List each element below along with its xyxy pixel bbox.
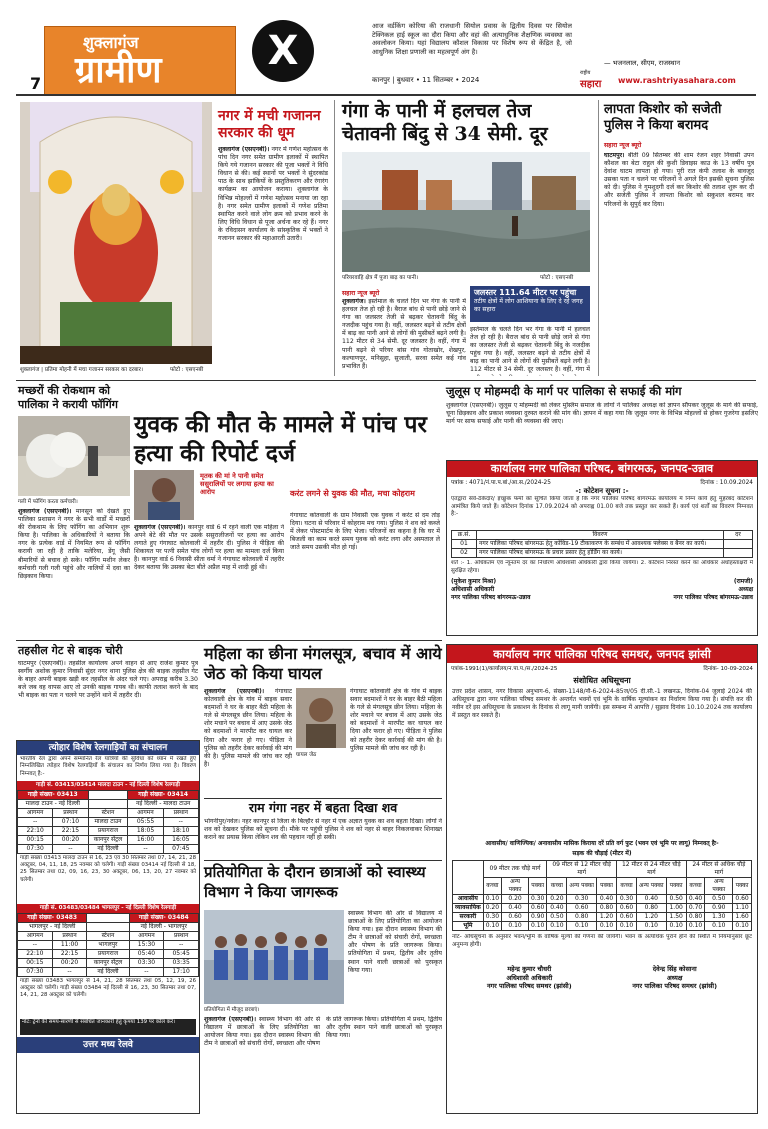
tender2-rate-cell: 0.10 bbox=[705, 922, 733, 931]
mosquito-body bbox=[18, 508, 130, 638]
tender2-sub-cell: कच्चा bbox=[547, 878, 567, 895]
tender2-box bbox=[446, 644, 758, 1114]
x-logo[interactable] bbox=[252, 20, 314, 82]
tender2-body: उत्तर प्रदेश शासन, नगर विकास अनुभाग-6, संख्या-1148/नौ-6-2024-85ज/05 दी.सी.-1 लखनऊ, दिनांक-04 जुलाई 2024 की अधिसूचना द्वारा नगर पालिका परिषद समथर के अन्तर्गत भवनों एवं भूमि के वार्षिक मूल्यांकन का निर्धारण किया गया है। संपत्ति कर की नवीन दरें इस अधिसूचना के प्रकाशन के दिनांक से लागू मानी जायेंगी। इस सम्बन्ध में आपत्ति / सुझाव दिनांक 10.10.2024 तक कार्यालय में प्रस्तुत कर सकते हैं। bbox=[452, 688, 752, 719]
contest-photo-art bbox=[204, 910, 344, 1004]
ganga-body bbox=[342, 298, 466, 376]
tender1-sig-left-name: (मुकेश कुमार मिश्रा) bbox=[451, 578, 497, 585]
ganga-box-title: जलस्तर 111.64 मीटर पर पहुंचा bbox=[474, 288, 577, 297]
trains-t1-c: मालदा टाउन - नई दिल्ली bbox=[18, 800, 89, 809]
murder-subhead: करंट लगने से युवक की मौत, मचा कोहराम bbox=[290, 488, 415, 498]
masthead-quote: आज वर्डकिंग कोरिया की राजधानी सियोल प्रवास के द्वितीय दिवस पर सियोल टेक्निकल हाई स्कूल का दौरा किया और वहां की अत्याधुनिक शैक्षणिक व्यवस्था का अवलोकन किया। यहां विद्यालय कौशल विकास पर विशेष रूप से केंद्रित है, जो आधुनिक शिक्षा प्रणाली का महत्वपूर्ण अंग है। bbox=[372, 22, 572, 56]
tender2-row-label: व्यावसायिक bbox=[453, 904, 484, 913]
trains-t2-cell: नई दिल्ली bbox=[87, 968, 129, 977]
tender2-rate-cell: 0.90 bbox=[529, 913, 547, 922]
website[interactable]: www.rashtriyasahara.com bbox=[618, 76, 736, 85]
trains-t2-row bbox=[18, 959, 199, 968]
tender1-col-work: विवरण bbox=[477, 531, 724, 540]
tender2-sub-cell: अन्य पक्का bbox=[705, 878, 733, 895]
tender2-sub-cell: अन्य पक्का bbox=[637, 878, 667, 895]
tender1-box bbox=[446, 460, 758, 636]
tender2-rate-cell: 0.50 bbox=[547, 913, 567, 922]
tender1-sig-left-role: अधिशासी अधिकारी bbox=[451, 586, 495, 593]
tender1-col-qty: दर bbox=[724, 531, 753, 540]
tender1-row2-qty bbox=[724, 549, 753, 558]
tender1-sig-right-org: नगर पालिका परिषद बांगरमऊ-उन्नाव bbox=[673, 594, 753, 601]
trains-t2-arr2: आगमन bbox=[129, 932, 164, 941]
tender1-row1: नगर पालिका परिषद बांगरमऊ हेतु कोविड-19 टीकाकरण के सम्बंध में आवश्यक फ्लेक्स व बैनर का कार्य। bbox=[477, 540, 724, 549]
tender2-rate-cell: 0.10 bbox=[637, 922, 667, 931]
tender2-rate-cell: 0.10 bbox=[547, 922, 567, 931]
ganesh-body bbox=[218, 146, 328, 370]
tender2-sub-cell: पक्का bbox=[733, 878, 752, 895]
masthead-dateline: कानपुर | बुधवार • 11 सितम्बर • 2024 bbox=[372, 76, 480, 84]
tender2-table-caption2: सड़क की चौड़ाई (मीटर में) bbox=[572, 850, 632, 857]
paper-logo bbox=[578, 70, 614, 90]
ram-body: भोगनीपुर/नर्वल। नहर कानपुर से जिला के बिल्हौर से नहर में एक अज्ञात युवक का शव बहता दिखा। लोगों ने शव को देखकर पुलिस को सूचना दी। मौके पर पहुंची पुलिस ने शव को नहर से बाहर निकलवाकर शिनाख्त कराने का प्रयास किया लेकिन शव की पहचान नहीं हो सकी। bbox=[204, 818, 442, 842]
ganga-caption: परियरवाहि क्षेत्र में पूजा बाढ़ का पानी। bbox=[342, 275, 419, 281]
trains-t2-cell: -- bbox=[18, 941, 53, 950]
trains-t2-cell: 00:20 bbox=[52, 959, 87, 968]
trains-t1-cell: 00:15 bbox=[18, 836, 53, 845]
trains-t1-dep: प्रस्थान bbox=[53, 809, 88, 818]
tender2-rate-cell: 1.20 bbox=[637, 913, 667, 922]
ganga-photo-art bbox=[342, 152, 590, 272]
trains-t1-row bbox=[18, 827, 199, 836]
trains-t2-arr: आगमन bbox=[18, 932, 53, 941]
tender2-rate-cell: 0.70 bbox=[686, 904, 705, 913]
ganesh-credit: फोटो : एसएनबी bbox=[170, 367, 204, 373]
ganesh-dateline: शुक्लागंज (एसएनबी)। bbox=[218, 146, 270, 153]
trains-t2-cell: कानपुर सेंट्रल bbox=[87, 959, 129, 968]
trains-t1-b: गाड़ी संख्या- 03414 bbox=[128, 791, 199, 800]
missing-body bbox=[604, 152, 754, 376]
tender1-date: दिनांक : 10.09.2024 bbox=[700, 480, 753, 486]
trains-t2-b: गाड़ी संख्या- 03484 bbox=[129, 914, 198, 923]
tender2-sub-cell: कच्चा bbox=[617, 878, 637, 895]
trains-t1-rows bbox=[18, 818, 199, 854]
trains-t1-title: गाड़ी सं. 03413/03414 मालदा टाउन - नई दिल्ली विशेष रेलगाड़ी bbox=[17, 781, 199, 790]
tehsil-headline: तहसील गेट से बाइक चोरी bbox=[18, 644, 123, 657]
band-rule-1 bbox=[16, 380, 756, 381]
tender1-notice-body: एतद्वारा सर्व-ठेकेदार/ इच्छुक फर्मों को सूचित किया जाता है कि नगर पालिका परिषद बांगरमऊ कार्यालय में निम्न कार्य हेतु मुहरबंद कोटेशन आमंत्रित किये जाते हैं। कोटेशन दिनांक 17.09.2024 को अपराह्न 01.00 बजे तक प्रस्तुत कर सकते हैं। कार्य एवं शर्तों का विवरण निम्नवत है:- bbox=[451, 496, 753, 518]
paper-name: सहारा bbox=[580, 79, 602, 90]
chain-headline: महिला का छीना मंगलसूत्र, बचाव में आये जेठ को किया घायल bbox=[204, 644, 442, 683]
band-rule-4 bbox=[204, 860, 442, 861]
trains-t1-a: गाड़ी संख्या- 03413 bbox=[18, 791, 89, 800]
trains-t1-cell: -- bbox=[18, 818, 53, 827]
tender1-table bbox=[451, 530, 753, 558]
tender2-rate-cell: 0.90 bbox=[705, 904, 733, 913]
trains-t2-row bbox=[18, 950, 199, 959]
trains-t1-cell: प्रयागराज bbox=[88, 827, 128, 836]
juloos-headline: जुलूस ए मोहम्मदी के मार्ग पर पालिका से सफाई की मांग bbox=[446, 384, 682, 398]
mosquito-headline: मच्छरों की रोकथाम को पालिका ने करायी फॉगिंग bbox=[18, 384, 118, 411]
masthead-title-small: शुक्लागंज bbox=[83, 33, 139, 52]
tender2-patrank: पत्रांक-1991(1)/कार्यालय/न.पा.प./स./2024-25 bbox=[451, 666, 558, 672]
trains-t1-row bbox=[18, 836, 199, 845]
tender1-title: कार्यालय नगर पालिका परिषद, बांगरमऊ, जनपद-उन्नाव bbox=[447, 461, 757, 477]
trains-t1-cell: -- bbox=[128, 845, 163, 854]
tender2-sig-left-name: महेन्द्र कुमार चौधरी bbox=[507, 965, 552, 973]
trains-t2-c: भागलपुर - नई दिल्ली bbox=[18, 923, 87, 932]
tender2-sub-cell: पक्का bbox=[529, 878, 547, 895]
trains-t2-d: नई दिल्ली - भागलपुर bbox=[129, 923, 198, 932]
tender2-rate-cell: 1.30 bbox=[705, 913, 733, 922]
tender2-row bbox=[453, 913, 752, 922]
chain-body-2: गंगाघाट कोतवाली क्षेत्र के गांव में बाइक सवार बदमाशों ने घर के बाहर बैठी महिला के गले से मंगलसूत्र छीन लिया। महिला के शोर मचाने पर बचाव में आए उसके जेठ को बदमाशों ने मारपीट कर घायल कर दिया और फरार हो गए। पीड़िता ने पुलिस को तहरीर देकर कार्रवाई की मांग की है। पुलिस मामले की जांच कर रही है। bbox=[350, 688, 442, 752]
tender2-sub-cell: अन्य पक्का bbox=[567, 878, 597, 895]
trains-t1-d: नई दिल्ली - मालदा टाउन bbox=[128, 800, 199, 809]
tender2-rate-cell: 0.80 bbox=[597, 904, 617, 913]
tender2-rate-cell: 0.60 bbox=[502, 913, 529, 922]
tender2-group-cell: 09 मीटर से 12 मीटर चौड़े मार्ग bbox=[547, 861, 617, 878]
tender1-row1-qty bbox=[724, 540, 753, 549]
ganesh-photo-art bbox=[20, 102, 212, 364]
ganesh-headline: नगर में मची गजानन सरकार की धूम bbox=[218, 108, 321, 141]
murder-body-text: कानपुर वार्ड 6 में रहने वाली एक महिला ने अपने बेटे की मौत पर उसके ससुरालीजनों पर हत्या का आरोप लगाते हुए गंगाघाट कोतवाली में तहरीर दी। पुलिस ने पीड़िता की शिकायत पर पत्नी समेत पांच लोगों पर हत्या का मामला दर्ज किया है। कानपुर वार्ड 6 निवासी सीता वर्मा ने गंगाघाट कोतवाली में तहरीर देकर बताया कि उसका बेटा बीते अप्रैल माह में शादी हुई थी। bbox=[134, 524, 284, 572]
ganesh-caption: शुक्लागंज | प्रतिमा मोहनी में मचा गजानन सरकार का दरबार। bbox=[20, 367, 144, 373]
chain-photo-caption: घायल जेठ bbox=[296, 752, 317, 758]
trains-t1-row bbox=[18, 818, 199, 827]
ganga-headline: गंगा के पानी में हलचल तेज चेतावनी बिंदु से 34 सेमी. दूर bbox=[342, 100, 548, 145]
tender2-rate-cell: 0.10 bbox=[617, 922, 637, 931]
trains-t1-cell: 16:00 bbox=[128, 836, 163, 845]
tender2-rate-cell: 0.10 bbox=[686, 922, 705, 931]
tender2-group-header bbox=[453, 861, 752, 878]
ganga-bureau: सहारा न्यूज ब्यूरो bbox=[342, 290, 380, 297]
contest-dateline: शुक्लागंज (एसएनबी)। bbox=[204, 1016, 257, 1023]
paper-prefix: राष्ट्रीय bbox=[580, 70, 591, 76]
trains-t2-row bbox=[18, 941, 199, 950]
chain-body bbox=[204, 688, 292, 794]
tender2-table-caption: आवासीय/ वाणिज्यिक/ अनावासीय मासिक किराया दरें प्रति वर्ग फुट (भवन एवं भूमि पर लागू) निम्नवत् हैः- bbox=[485, 840, 719, 847]
tender2-rate-cell: 0.10 bbox=[502, 922, 529, 931]
trains-t2-rows bbox=[18, 941, 199, 977]
murder-dateline: शुक्लागंज (एसएनबी)। bbox=[134, 524, 186, 531]
tender2-sig-left-org: नगर पालिका परिषद समथर (झांसी) bbox=[487, 982, 572, 990]
tender2-rate-cell: 0.10 bbox=[483, 895, 501, 904]
murder-photo-caption: मृतक की मां ने पानी समेत ससुरालियों पर लगाया हत्या का आरोप bbox=[200, 472, 274, 496]
trains-t2-cell: 00:15 bbox=[18, 959, 53, 968]
trains-t1-cell: 18:10 bbox=[163, 827, 198, 836]
tender2-rate-cell: 0.80 bbox=[686, 913, 705, 922]
tender1-sig-right-name: (रामजी) bbox=[733, 578, 753, 585]
ganga-credit: फोटो : एसएनबी bbox=[540, 275, 574, 281]
tender2-row bbox=[453, 904, 752, 913]
mosquito-caption: गली में फॉगिंग करता कर्मचारी। bbox=[18, 499, 78, 505]
trains-note2: नोट: ट्रेनों की समय-सारणी से संबंधित जानकारी हेतु कृपया 139 पर कॉल करें। bbox=[20, 1019, 196, 1035]
masthead-logo-block bbox=[44, 26, 236, 96]
trains-t2-cell: 03:30 bbox=[129, 959, 164, 968]
tender2-group-cell: 09 मीटर तक चौड़े मार्ग bbox=[483, 861, 547, 878]
murder-sub-body: गंगाघाट कोतवाली के ग्राम निवासी एक युवक ने करंट से दम तोड़ दिया। घटना से परिवार में कोहराम मच गया। पुलिस ने शव को कब्जे में लेकर पोस्टमार्टम के लिए भेजा। परिजनों का कहना है कि घर में बिजली का काम करते समय युवक को करंट लगा और अस्पताल ले जाते समय उसकी मौत हो गई। bbox=[290, 512, 440, 552]
trains-t1-cell: 07:45 bbox=[163, 845, 198, 854]
contest-body-text: स्वास्थ्य विभाग की ओर से विद्यालय में छात्राओं के लिए प्रतियोगिता का आयोजन किया गया। इस दौरान स्वास्थ्य विभाग की टीम ने छात्राओं को संचारी रोगों, स्वच्छता और पोषण के प्रति जागरूक किया। प्रतियोगिता में प्रथम, द्वितीय और तृतीय स्थान पाने वाली छात्राओं को पुरस्कृत किया गया। bbox=[204, 1016, 442, 1048]
missing-dateline: घाटमपुर। bbox=[604, 152, 625, 159]
trains-t2-station: स्टेशन bbox=[87, 932, 129, 941]
tender2-rate-cell: 0.20 bbox=[502, 895, 529, 904]
ganga-box-sub: तटीय क्षेत्रों में लोग आशियाना के लिए दे रहे जगह का सहारा bbox=[474, 298, 583, 313]
trains-t2-cell: 11:00 bbox=[52, 941, 87, 950]
chain-photo-art bbox=[296, 688, 346, 748]
chain-dateline: शुक्लागंज (एसएनबी)। bbox=[204, 688, 265, 695]
trains-t1-cell: 00:20 bbox=[53, 836, 88, 845]
trains-t1-cell: 18:05 bbox=[128, 827, 163, 836]
tender1-row2: नगर पालिका परिषद बांगरमऊ के प्रचार प्रसार हेतु होर्डिंग का कार्य। bbox=[477, 549, 724, 558]
tender2-rate-cell: 1.60 bbox=[733, 913, 752, 922]
tender2-rate-cell: 0.40 bbox=[547, 904, 567, 913]
tender1-notice-head: -: कोटेशन सूचना :- bbox=[575, 487, 629, 495]
mosquito-dateline: शुक्लागंज (एसएनबी)। bbox=[18, 508, 72, 515]
tender2-row-label: आवासीय bbox=[453, 895, 484, 904]
trains-t1-row bbox=[18, 845, 199, 854]
trains-t2-cell: 07:30 bbox=[18, 968, 53, 977]
trains-intro: भारतीय रेल द्वारा अपने सम्मानित रेल यात्रियों की सुविधा को ध्यान में रखते हुए निम्नलिखित त्योहार विशेष रेलगाड़ियों के संचालन का निर्णय लिया गया है। विवरण निम्नवत् है:- bbox=[20, 756, 196, 777]
missing-body-text: बीती 09 सितम्बर की शाम रंजन शहर निवासी उपन कौशल का बेटा राहुल की कुशी डिवाइस काउ के 13 वर्षीय पुत्र देवांश घाटम लापता हो गया। पूरी रात कंपी तलाश के बावजूद उसका पता न चलने पर परिजनों ने अगले दिन इसकी सूचना पुलिस को दी। पुलिस ने गुमशुदगी दर्ज कर किशोर की तलाश शुरू कर दी और सजेती पुलिस ने लापता किशोर को सकुशल बरामद कर परिजनों के सुपुर्द कर दिया। bbox=[604, 152, 754, 208]
trains-t1-cell: 07:10 bbox=[53, 818, 88, 827]
tender2-rate-cell: 0.10 bbox=[666, 922, 686, 931]
tender2-date: दिनांक- 10-09-2024 bbox=[703, 666, 753, 672]
tender2-note: नोट- अधिसूचना के अनुसार भवन/भूमि के वार्षिक मूल्यों की गणना की जायेगी। भवन के अत्यधिक पुराने होने की स्थिति में नियमानुसार छूट अनुमन्य होगी। bbox=[452, 934, 752, 948]
tender2-rate-cell: 0.40 bbox=[637, 895, 667, 904]
tender2-rate-cell: 0.50 bbox=[666, 895, 686, 904]
tender2-table bbox=[452, 860, 752, 931]
tender2-sig-right-org: नगर पालिका परिषद समथर (झांसी) bbox=[632, 982, 717, 990]
tender2-rate-cell: 0.10 bbox=[597, 922, 617, 931]
trains-t1-table bbox=[17, 790, 199, 854]
tender2-rate-cell: 1.10 bbox=[733, 904, 752, 913]
trains-t2-dep: प्रस्थान bbox=[52, 932, 87, 941]
trains-t1-arr2: आगमन bbox=[128, 809, 163, 818]
trains-t2-row bbox=[18, 968, 199, 977]
mosquito-body-text: मानसून को देखते हुए पालिका प्रशासन ने नगर के सभी वार्डों में मच्छरों की रोकथाम के लिए फॉगिंग का अभियान शुरू किया है। पालिका के अधिकारियों ने बताया कि नगर के प्रत्येक वार्ड में नियमित रूप से फॉगिंग करायी जा रही है ताकि मलेरिया, डेंगू जैसी बीमारियों से बचाव हो सके। फॉगिंग मशीन लेकर कर्मचारी गली गली पहुंचे और नालियों में दवा का छिड़काव किया। bbox=[18, 508, 130, 580]
contest-body bbox=[204, 1016, 442, 1114]
tender1-patrank: पत्रांक : 4071/नं.पा.प.बां./आ.स./2024-25 bbox=[451, 480, 551, 486]
tender2-rate-cell: 0.20 bbox=[547, 895, 567, 904]
col-divider-2 bbox=[598, 100, 599, 376]
trains-t1-station: स्टेशन bbox=[88, 809, 128, 818]
tender2-sub-cell: अन्य पक्का bbox=[502, 878, 529, 895]
trains-t1-cell: 22:15 bbox=[53, 827, 88, 836]
trains-t1-cell: 05:55 bbox=[128, 818, 163, 827]
tender2-rate-cell: 0.30 bbox=[617, 895, 637, 904]
trains-t2-cell: -- bbox=[52, 968, 87, 977]
col-divider-1 bbox=[334, 100, 335, 376]
trains-t1-cell: -- bbox=[163, 818, 198, 827]
murder-body bbox=[134, 524, 284, 638]
trains-t2-cell: -- bbox=[164, 941, 199, 950]
masthead-quote-author: — भजनलाल, सीएम, राजस्थान bbox=[604, 59, 680, 67]
tender2-rate-cell: 1.00 bbox=[666, 904, 686, 913]
tender2-rate-cell: 0.30 bbox=[567, 895, 597, 904]
trains-t2-cell: 05:45 bbox=[164, 950, 199, 959]
trains-t2-cell: प्रयागराज bbox=[87, 950, 129, 959]
murder-photo-art bbox=[134, 470, 194, 520]
tender2-rate-cell: 0.80 bbox=[637, 904, 667, 913]
tender2-rows bbox=[453, 895, 752, 931]
missing-bureau: सहारा न्यूज ब्यूरो bbox=[604, 142, 642, 149]
juloos-body: शुक्लागंज (एसएनबी)। जुलूस ए मोहम्मदी को लेकर मुस्लिम समाज के लोगों ने पालिका अध्यक्ष को ज्ञापन सौंपकर जुलूस के मार्ग की सफाई, चूना छिड़काव और प्रकाश व्यवस्था दुरुस्त कराने की मांग की। ज्ञापन में कहा गया कि जुलूस नगर के विभिन्न मोहल्लों से होकर गुजरेगा इसलिए मार्ग पर साफ सफाई और पानी की व्यवस्था की जाए। bbox=[446, 402, 758, 426]
trains-t2-cell: 22:10 bbox=[18, 950, 53, 959]
trains-t2-cell: 22:15 bbox=[52, 950, 87, 959]
tender2-sig-right-name: देवेन्द्र सिंह कोसाना bbox=[652, 965, 697, 973]
trains-t1-dep2: प्रस्थान bbox=[163, 809, 198, 818]
trains-t1-cell: 16:05 bbox=[163, 836, 198, 845]
trains-t2-cell: 15:30 bbox=[129, 941, 164, 950]
tender2-group-cell: 12 मीटर से 24 मीटर चौड़े मार्ग bbox=[617, 861, 687, 878]
band-rule-3 bbox=[204, 798, 442, 799]
page-number: 7 bbox=[30, 74, 42, 93]
tender1-sig-right-role: अध्यक्ष bbox=[738, 586, 753, 593]
tender2-rate-cell: 0.30 bbox=[529, 895, 547, 904]
contest-headline: प्रतियोगिता के दौरान छात्राओं को स्वास्थ्य विभाग ने किया जागरूक bbox=[204, 863, 426, 901]
chain-body-text: गंगाघाट कोतवाली क्षेत्र के गांव में बाइक सवार बदमाशों ने घर के बाहर बैठी महिला के गले से मंगलसूत्र छीन लिया। महिला के शोर मचाने पर बचाव में आए उसके जेठ को बदमाशों ने मारपीट कर घायल कर दिया और फरार हो गए। पीड़िता ने पुलिस को तहरीर देकर कार्रवाई की मांग की है। पुलिस मामले की जांच कर रही है। bbox=[204, 688, 292, 768]
trains-t1-cell: नई दिल्ली bbox=[88, 845, 128, 854]
ganesh-photo bbox=[20, 102, 212, 364]
trains-t1-cell: मालदा टाउन bbox=[88, 818, 128, 827]
tender2-row bbox=[453, 895, 752, 904]
tender2-rate-cell: 0.40 bbox=[597, 895, 617, 904]
tender2-rate-cell: 0.60 bbox=[617, 913, 637, 922]
trains-t2-title: गाड़ी सं. 03483/03484 भागलपुर - नई दिल्ली विशेष रेलगाड़ी bbox=[17, 904, 199, 913]
tender2-rate-cell: 0.60 bbox=[733, 895, 752, 904]
x-logo-icon: X bbox=[267, 28, 299, 74]
contest-caption: प्रतियोगिता में मौजूद छात्राएं। bbox=[204, 1007, 260, 1013]
trains-box bbox=[16, 740, 200, 1114]
contest-photo bbox=[204, 910, 344, 1004]
tender2-notice-head: संशोधित अधिसूचना bbox=[573, 676, 631, 685]
tender2-rate-cell: 0.10 bbox=[567, 922, 597, 931]
tender2-sig-right-role: अध्यक्ष bbox=[666, 973, 683, 982]
murder-photo bbox=[134, 470, 194, 520]
tender2-row-label: भूमि bbox=[453, 922, 484, 931]
ram-headline: राम गंगा नहर में बहता दिखा शव bbox=[248, 800, 398, 815]
tender1-row1-sn: 01 bbox=[452, 540, 477, 549]
trains-t2-cell: -- bbox=[129, 968, 164, 977]
trains-t1-cell: कानपुर सेंट्रल bbox=[88, 836, 128, 845]
chain-photo bbox=[296, 688, 346, 748]
tender1-terms: शर्तें :- 1. अधिकतम एवं न्यूनतम दर का निर्धारण अधिशासी अधिकारी द्वारा किया जायेगा। 2. कोटेशन निरस्त करने का अधिकार अधोहस्ताक्षरी में सुरक्षित रहेगा। bbox=[451, 560, 753, 574]
tender2-sub-cell: कच्चा bbox=[483, 878, 501, 895]
ganga-body-2: इस्तेमाल के चलते दिन भर गंगा के पानी में हलचल तेज हो रही है। बैराज बांध से पानी छोड़े जाने से गंगा का जलस्तर तेजी से बढ़कर चेतावनी बिंदु के नजदीक पहुंच गया है। वहीं, जलस्तर बढ़ने से तटीय क्षेत्रों में बाढ़ का पानी आने से लोगों की मुसीबतें बढ़ने लगी है। 112 मीटर से 34 सेमी. दूर जलस्तर है। वहीं, गंगा में bbox=[470, 326, 590, 374]
masthead-title-big: ग्रामीण bbox=[75, 50, 162, 91]
ganga-body-text: इस्तेमाल के चलते दिन भर गंगा के पानी में हलचल तेज हो रही है। बैराज बांध से पानी छोड़े जाने से गंगा का जलस्तर तेजी से बढ़कर चेतावनी बिंदु के नजदीक पहुंच गया है। वहीं, जलस्तर बढ़ने से तटीय क्षेत्रों में बाढ़ का पानी आने से लोगों की मुसीबतें बढ़ने लगी है। 112 मीटर से 34 सेमी. दूर जलस्तर है। वहीं, गंगा में पानी बढ़ने से परियर बांस गांव गोताखोर, शेखपुर, कल्याणपुर, मनिसुहा, सुजाती, सरवा समेत कई गांव प्रभावित हैं। bbox=[342, 298, 466, 370]
tender2-rate-cell: 0.60 bbox=[617, 904, 637, 913]
tender2-rate-cell: 1.50 bbox=[666, 913, 686, 922]
trains-t2-a: गाड़ी संख्या- 03483 bbox=[18, 914, 87, 923]
trains-t2-cell: भागलपुर bbox=[87, 941, 129, 950]
tender2-rate-cell: 0.40 bbox=[502, 904, 529, 913]
trains-t1-cell: 22:10 bbox=[18, 827, 53, 836]
tender1-col-sn: क्र.सं. bbox=[452, 531, 477, 540]
tender2-rate-cell: 0.60 bbox=[567, 904, 597, 913]
tender2-rate-cell: 0.10 bbox=[733, 922, 752, 931]
trains-t2-dep2: प्रस्थान bbox=[164, 932, 199, 941]
tender2-sub-cell: कच्चा bbox=[686, 878, 705, 895]
tender2-rate-cell: 1.20 bbox=[597, 913, 617, 922]
trains-t2-cell: 17:10 bbox=[164, 968, 199, 977]
masthead-rule bbox=[16, 94, 756, 96]
tender2-rate-cell: 0.60 bbox=[529, 904, 547, 913]
trains-t1-cell: 07:30 bbox=[18, 845, 53, 854]
tender2-rate-cell: 0.10 bbox=[483, 922, 501, 931]
mosquito-photo-art bbox=[18, 416, 130, 496]
tender2-sub-cell: पक्का bbox=[666, 878, 686, 895]
trains-t1-cell: -- bbox=[53, 845, 88, 854]
ganga-box bbox=[470, 286, 590, 322]
tender2-rate-cell: 0.30 bbox=[483, 913, 501, 922]
contest-side: स्वास्थ्य विभाग की ओर से विद्यालय में छात्राओं के लिए प्रतियोगिता का आयोजन किया गया। इस दौरान स्वास्थ्य विभाग की टीम ने छात्राओं को संचारी रोगों, स्वच्छता और पोषण के प्रति जागरूक किया। प्रतियोगिता में प्रथम, द्वितीय और तृतीय स्थान पाने वाली छात्राओं को पुरस्कृत किया गया। bbox=[348, 910, 442, 974]
tender2-group-cell: 24 मीटर से अधिक चौड़े मार्ग bbox=[686, 861, 751, 878]
mosquito-photo bbox=[18, 416, 130, 496]
trains-footer: उत्तर मध्य रेलवे bbox=[17, 1037, 199, 1053]
tender2-rate-cell: 0.20 bbox=[483, 904, 501, 913]
tender2-sub-header bbox=[453, 878, 752, 895]
ganesh-body-text: नगर में गणेश महोत्सव के पांच दिन नगर समेत ग्रामीण इलाकों में स्थापित किये गये गजानन सरकार की पूजा भक्तों ने विधि विधान से की। कई स्थानों पर भक्तों ने सुंदरकांड पाठ के साथ झांकियों के प्रस्तुतिकरण और रंगारंग कार्यक्रम का आयोजन कराया। शुक्लागंज के विभिन्न मोहल्लों में गणेश महोत्सव मनाया जा रहा है। नगर समेत ग्रामीण इलाकों में गणेश प्रतिमा स्थापित करने वाले लोग क्रम को प्रभाव करने के लिए विधि विधान से पूजा अर्चना कर रहे हैं। नगर के रविदासन कार्यालय के सांस्कृतिक में भक्तों ने गजानन सरकार की महाआरती उतारी। bbox=[218, 146, 328, 243]
tender2-row-label: सरकारी bbox=[453, 913, 484, 922]
tender2-sub-cell: पक्का bbox=[597, 878, 617, 895]
trains-t1-note: गाड़ी संख्या 03413 मालदा टाउन से 16, 23 एवं 30 सितम्बर तथा 07, 14, 21, 28 अक्टूबर, 04, 11, 18, 25 नवम्बर को चलेगी। गाड़ी संख्या 03414 नई दिल्ली से 18, 25 सितम्बर तथा 02, 09, 16, 23, 30 अक्टूबर, 06, 13, 20, 27 नवम्बर को चलेगी। bbox=[20, 855, 196, 883]
tehsil-body: घाटमपुर (एसएनबी)। तहसील कार्यालय अपने वाहन से आए राजेश कुमार पुत्र स्वर्गीय अशोक कुमार निवासी सुंदर नगर थाना पुलिस क्षेत्र की बाइक तहसील गेट के बाहर अपनी बाइक खड़ी कर तहसील के अंदर चले गए। अपराह्न करीब 3.30 बजे जब वह वापस आए तो उनकी बाइक गायब थी। काफी तलाश करने के बाद भी बाइक का पता न चलने पर उन्होंने थाने में तहरीर दी। bbox=[18, 660, 198, 700]
trains-t1-arr: आगमन bbox=[18, 809, 53, 818]
tender2-rate-cell: 0.80 bbox=[567, 913, 597, 922]
tender2-sig-left-role: अधिशासी अधिकारी bbox=[506, 973, 553, 982]
band-rule-2 bbox=[16, 640, 442, 641]
tender2-title: कार्यालय नगर पालिका परिषद समथर, जनपद झांसी bbox=[447, 645, 757, 663]
trains-t2-cell: 05:40 bbox=[129, 950, 164, 959]
trains-t2-cell: 03:35 bbox=[164, 959, 199, 968]
ganga-dateline: शुक्लागंज। bbox=[342, 298, 366, 305]
tender2-rate-cell: 0.40 bbox=[686, 895, 705, 904]
murder-headline: युवक की मौत के मामले में पांच पर हत्या की रिपोर्ट दर्ज bbox=[134, 411, 427, 467]
ganga-photo bbox=[342, 152, 590, 272]
tender2-rate-cell: 0.50 bbox=[705, 895, 733, 904]
tender2-rate-cell: 0.10 bbox=[529, 922, 547, 931]
tender1-sig-left-org: नगर पालिका परिषद बांगरमऊ-उन्नाव bbox=[451, 594, 531, 601]
trains-heading: त्योहार विशेष रेलगाड़ियों का संचालन bbox=[17, 741, 199, 755]
trains-t2-note: गाड़ी संख्या 03483 भागलपुर से 14, 21, 28 सितम्बर तथा 05, 12, 19, 26 अक्टूबर को चलेगी। गाड़ी संख्या 03484 नई दिल्ली से 16, 23, 30 सितम्बर तथा 07, 14, 21, 28 अक्टूबर को चलेगी। bbox=[20, 978, 196, 999]
trains-t2-table bbox=[17, 913, 199, 977]
tender1-row2-sn: 02 bbox=[452, 549, 477, 558]
tender2-corner bbox=[453, 861, 484, 895]
missing-headline: लापता किशोर को सजेती पुलिस ने किया बरामद bbox=[604, 102, 722, 133]
tender2-row bbox=[453, 922, 752, 931]
